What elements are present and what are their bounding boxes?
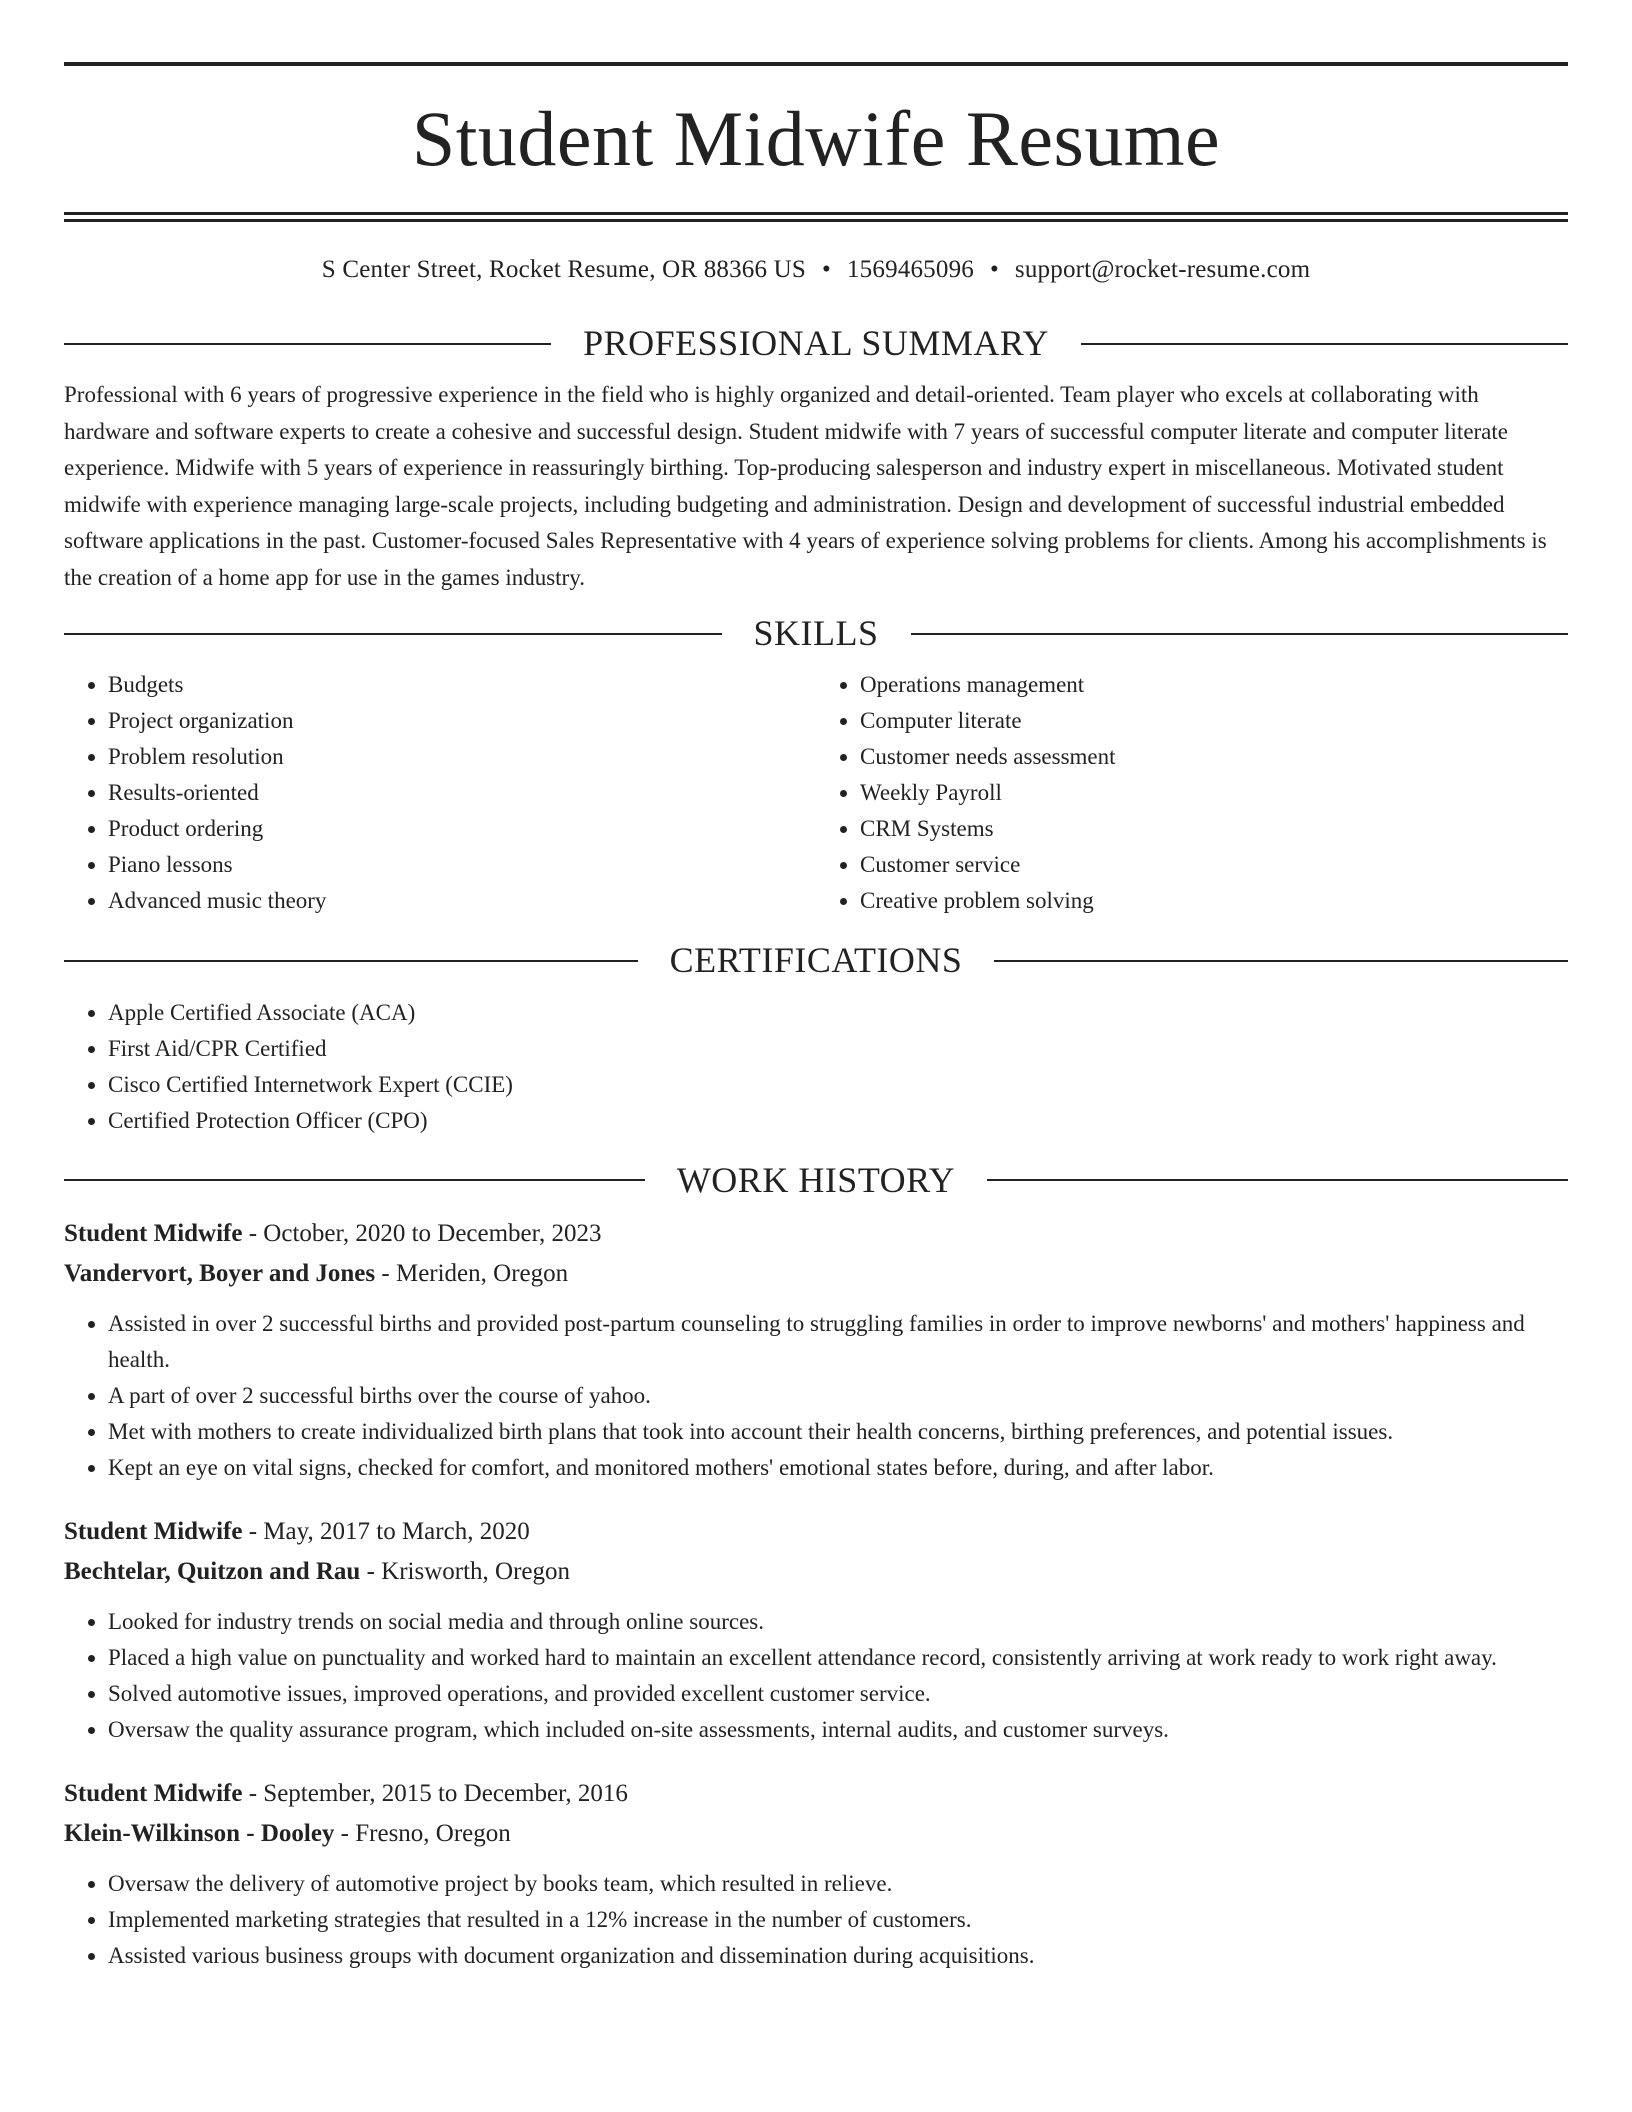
heading-rule: [64, 960, 638, 962]
contact-address: S Center Street, Rocket Resume, OR 88366 US: [321, 256, 807, 283]
heading-rule: [911, 633, 1569, 635]
heading-rule: [1081, 343, 1568, 345]
section-title: SKILLS: [753, 613, 879, 654]
job-duties: [64, 1306, 1568, 1486]
job-title-line: [64, 1774, 1568, 1814]
job-duty-item: • Solved automotive issues, improved operations, and provided excellent customer service.: [108, 1676, 1568, 1712]
job-duty-item: • Kept an eye on vital signs, checked for comfort, and monitored mothers' emotional states before, during, and after labor.: [108, 1450, 1568, 1486]
job-duty-item: • Implemented marketing strategies that resulted in a 12% increase in the number of customers.: [108, 1902, 1568, 1938]
contact-email: support@rocket-resume.com: [1014, 256, 1311, 283]
job-company: Vandervort, Boyer and Jones: [64, 1259, 376, 1287]
skill-item: • Computer literate: [860, 703, 1568, 739]
job-duty-item: • Oversaw the delivery of automotive project by books team, which resulted in relieve.: [108, 1866, 1568, 1902]
section-title: CERTIFICATIONS: [669, 940, 963, 981]
skill-item: • CRM Systems: [860, 811, 1568, 847]
skill-item: • Weekly Payroll: [860, 775, 1568, 811]
summary-paragraph: Professional with 6 years of progressive experience in the field who is highly organized and detail-oriented. Team player who excels at collaborating with hardware and software experts to create a cohesive and successful design. Student midwife with 7 years of successful computer literate and computer literate experience. Midwife with 5 years of experience in reassuringly birthing. Top-producing salesperson and industry expert in miscellaneous. Motivated student midwife with experience managing large-scale projects, including budgeting and administration. Design and development of successful industrial embedded software applications in the past. Customer-focused Sales Representative with 4 years of experience solving problems for clients. Among his accomplishments is the creation of a home app for use in the games industry.: [64, 382, 1547, 590]
skill-item: • Problem resolution: [108, 739, 816, 775]
job-duty-item: • Placed a high value on punctuality and worked hard to maintain an excellent attendance record, consistently arriving at work ready to work right away.: [108, 1640, 1568, 1676]
job-duty-item: • Assisted in over 2 successful births and provided post-partum counseling to struggling families in order to improve newborns' and mothers' happiness and health.: [108, 1306, 1568, 1378]
job-title: Student Midwife: [64, 1219, 243, 1247]
job-duty-item: • A part of over 2 successful births over the course of yahoo.: [108, 1378, 1568, 1414]
job-duties: [64, 1604, 1568, 1748]
job-location: - Meriden, Oregon: [375, 1259, 569, 1287]
top-rule: [64, 62, 1568, 66]
section-heading-skills: [64, 612, 1568, 655]
job-dates: - September, 2015 to December, 2016: [242, 1779, 628, 1807]
skill-item: • Advanced music theory: [108, 883, 816, 919]
skill-item: • Results-oriented: [108, 775, 816, 811]
job-title-line: [64, 1214, 1568, 1254]
contact-line: [64, 256, 1568, 284]
job-title-line: [64, 1512, 1568, 1552]
skill-item: • Piano lessons: [108, 847, 816, 883]
job-title: Student Midwife: [64, 1517, 243, 1545]
skill-item: • Budgets: [108, 667, 816, 703]
job-company: Klein-Wilkinson - Dooley: [64, 1819, 335, 1847]
contact-separator: •: [822, 256, 831, 283]
skill-item: • Project organization: [108, 703, 816, 739]
heading-rule: [64, 1179, 645, 1181]
job-dates: - October, 2020 to December, 2023: [242, 1219, 602, 1247]
section-heading-work-history: [64, 1159, 1568, 1202]
skill-item: • Operations management: [860, 667, 1568, 703]
heading-rule: [64, 343, 551, 345]
job-location: - Krisworth, Oregon: [360, 1557, 571, 1585]
skill-item: • Creative problem solving: [860, 883, 1568, 919]
job-dates: - May, 2017 to March, 2020: [242, 1517, 530, 1545]
certifications-list: [64, 995, 1568, 1139]
skills-list: [64, 667, 1568, 919]
job-duty-item: • Oversaw the quality assurance program, which included on-site assessments, internal audits, and customer surveys.: [108, 1712, 1568, 1748]
job-entry: [64, 1774, 1568, 1974]
job-entry: [64, 1512, 1568, 1748]
job-company: Bechtelar, Quitzon and Rau: [64, 1557, 361, 1585]
section-heading-summary: [64, 322, 1568, 365]
skill-item: • Product ordering: [108, 811, 816, 847]
heading-rule: [994, 960, 1568, 962]
job-company-line: [64, 1254, 1568, 1294]
contact-separator: •: [989, 256, 999, 283]
certification-item: • Certified Protection Officer (CPO): [108, 1103, 1568, 1139]
job-location: - Fresno, Oregon: [334, 1819, 511, 1847]
job-title: Student Midwife: [64, 1779, 243, 1807]
section-title: WORK HISTORY: [676, 1159, 956, 1200]
job-duties: [64, 1866, 1568, 1974]
job-duty-item: • Looked for industry trends on social media and through online sources.: [108, 1604, 1568, 1640]
job-company-line: [64, 1814, 1568, 1854]
heading-rule: [64, 633, 722, 635]
skill-item: • Customer service: [860, 847, 1568, 883]
job-entry: [64, 1214, 1568, 1486]
skills-column-right: [816, 667, 1568, 919]
resume-page: [64, 0, 1568, 1974]
job-duty-item: • Met with mothers to create individualized birth plans that took into account their health concerns, birthing preferences, and potential issues.: [108, 1414, 1568, 1450]
heading-rule: [987, 1179, 1568, 1181]
title-double-rule: [64, 212, 1568, 222]
section-title: PROFESSIONAL SUMMARY: [583, 323, 1049, 363]
section-heading-certifications: [64, 939, 1568, 982]
contact-phone: 1569465096: [846, 256, 974, 283]
skill-item: • Customer needs assessment: [860, 739, 1568, 775]
skills-column-left: [64, 667, 816, 919]
certification-item: • Cisco Certified Internetwork Expert (CCIE): [108, 1067, 1568, 1103]
job-duty-item: • Assisted various business groups with document organization and dissemination during acquisitions.: [108, 1938, 1568, 1974]
certification-item: • Apple Certified Associate (ACA): [108, 995, 1568, 1031]
job-company-line: [64, 1552, 1568, 1592]
page-title: Student Midwife Resume: [411, 95, 1221, 182]
certification-item: • First Aid/CPR Certified: [108, 1031, 1568, 1067]
